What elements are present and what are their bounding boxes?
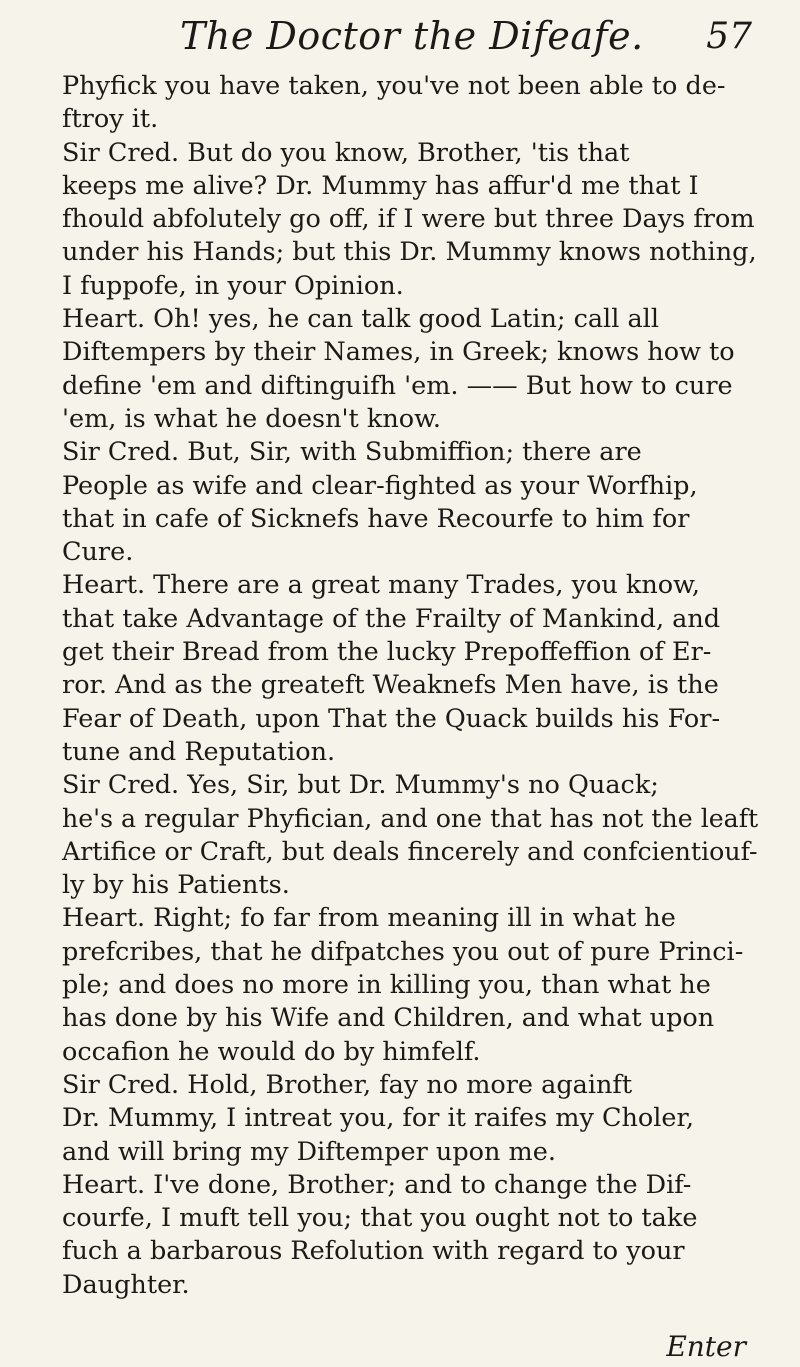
text-line: he's a regular Phyfician, and one that has not the leaft: [62, 803, 759, 834]
text-line: Heart. There are a great many Trades, you know,: [62, 570, 700, 601]
text-line: Artifice or Craft, but deals fincerely and confcientiouf-: [62, 836, 758, 867]
text-line: and will bring my Diftemper upon me.: [62, 1136, 556, 1167]
text-line: Dr. Mummy, I intreat you, for it raifes my Choler,: [62, 1103, 694, 1134]
text-line: Daughter.: [62, 1269, 190, 1300]
text-line: Heart. Right; fo far from meaning ill in what he: [62, 903, 676, 934]
text-line: Diftempers by their Names, in Greek; knows how to: [62, 337, 735, 368]
running-head: The Doctor the Difeafe.: [180, 14, 644, 58]
text-line: Sir Cred. Yes, Sir, but Dr. Mummy's no Quack;: [62, 770, 659, 801]
text-line: prefcribes, that he difpatches you out of pure Princi-: [62, 936, 744, 967]
text-line: get their Bread from the lucky Prepoffeffion of Er-: [62, 637, 712, 668]
text-line: Sir Cred. But do you know, Brother, 'tis that: [62, 137, 630, 168]
text-line: Sir Cred. But, Sir, with Submiffion; there are: [62, 437, 642, 468]
page-header: [60, 6, 760, 66]
text-line: People as wife and clear-fighted as your Worfhip,: [62, 470, 698, 501]
text-line: ly by his Patients.: [62, 870, 290, 901]
text-line: ftroy it.: [62, 104, 159, 135]
text-line: I fuppofe, in your Opinion.: [62, 270, 404, 301]
text-line: that take Advantage of the Frailty of Mankind, and: [62, 603, 721, 634]
text-line: Heart. I've done, Brother; and to change the Dif-: [62, 1169, 692, 1200]
text-line: occafion he would do by himfelf.: [62, 1036, 481, 1067]
text-line: ror. And as the greateft Weaknefs Men have, is the: [62, 670, 719, 701]
text-line: 'em, is what he doesn't know.: [62, 403, 442, 434]
text-line: Fear of Death, upon That the Quack builds his For-: [62, 703, 721, 734]
text-line: define 'em and diftinguifh 'em. —— But how to cure: [62, 370, 733, 401]
catchword: Enter: [666, 1330, 746, 1363]
text-line: fuch a barbarous Refolution with regard to your: [62, 1236, 685, 1267]
text-line: under his Hands; but this Dr. Mummy knows nothing,: [62, 237, 757, 268]
text-line: keeps me alive? Dr. Mummy has affur'd me that I: [62, 170, 699, 201]
text-line: courfe, I muft tell you; that you ought not to take: [62, 1203, 698, 1234]
text-line: fhould abfolutely go off, if I were but three Days from: [62, 204, 755, 235]
text-line: that in cafe of Sicknefs have Recourfe to him for: [62, 503, 690, 534]
body-text: [62, 70, 758, 1302]
text-line: tune and Reputation.: [62, 736, 336, 767]
text-line: has done by his Wife and Children, and what upon: [62, 1003, 715, 1034]
text-line: Sir Cred. Hold, Brother, fay no more againft: [62, 1069, 633, 1100]
text-line: Heart. Oh! yes, he can talk good Latin; call all: [62, 304, 659, 335]
text-line: ple; and does no more in killing you, than what he: [62, 970, 711, 1001]
page-number: 57: [706, 16, 752, 57]
text-line: Phyfick you have taken, you've not been able to de-: [62, 71, 726, 101]
text-line: Cure.: [62, 537, 134, 568]
